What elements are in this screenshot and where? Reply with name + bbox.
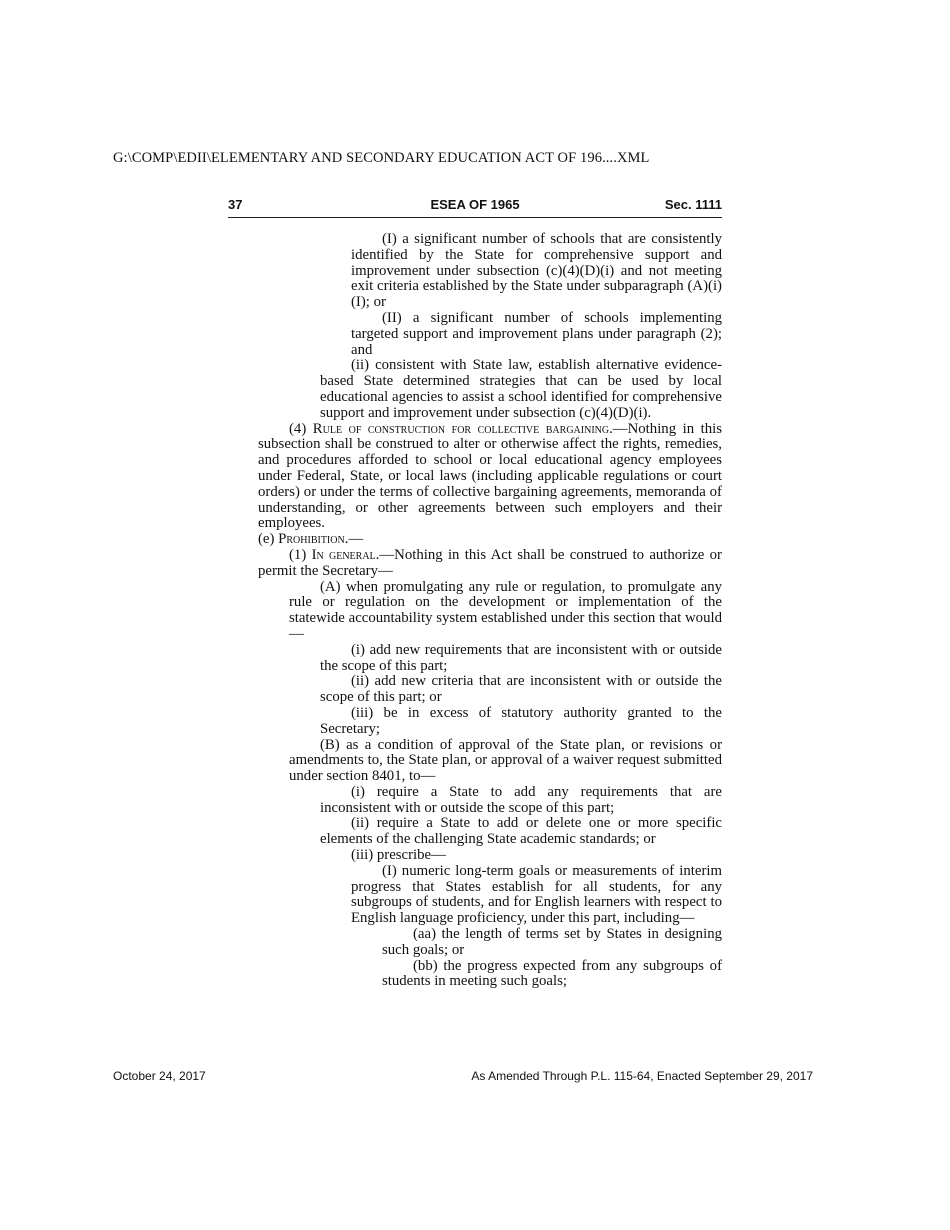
clause-iii-c: (iii) prescribe— [351, 847, 446, 864]
clause-ii-c: (ii) require a State to add or delete one or more specific elements of the challenging State academic standards; or [320, 815, 722, 848]
item-bb: (bb) the progress expected from any subgroups of students in meeting such goals; [382, 957, 722, 990]
paragraph-4 [258, 422, 722, 533]
clause-iii-b: (iii) be in excess of statutory authority granted to the Secretary; [320, 704, 722, 737]
clause-ii-a: (ii) consistent with State law, establish alternative evidence-based State determined strategies that can be used by local educational agencies to assist a school identified for comprehensive support and improvement under subsection (c)(4)(D)(i). [320, 357, 722, 421]
subparagraph-B: (B) as a condition of approval of the State plan, or revisions or amendments to, the State plan, or approval of a waiver request submitted under section 8401, to— [289, 736, 722, 785]
footer-amended-note: As Amended Through P.L. 115-64, Enacted September 29, 2017 [471, 1069, 813, 1083]
paragraph-4-dash: — [612, 420, 628, 437]
section-label: Sec. 1111 [664, 197, 722, 212]
paragraph-4-body: Nothing in this subsection shall be construed to alter or otherwise affect the rights, remedies, and procedures afforded to school or local educational agency employees under Federal, State, or local laws (including applicable regulations or court orders) or under the terms of collective bargaining agreements, memoranda of understanding, or other agreements between such employers and their employees. [258, 420, 723, 532]
item-aa: (aa) the length of terms set by States in designing such goals; or [382, 926, 722, 958]
subsection-e-dash: — [348, 531, 364, 548]
paragraph-1-dash: — [379, 546, 395, 563]
paragraph-4-label: (4) [289, 420, 307, 437]
running-header [228, 197, 722, 218]
subsection-e [258, 532, 722, 548]
paragraph-1-heading: In general. [311, 546, 380, 563]
paragraph-1 [258, 548, 722, 580]
subsection-e-label: (e) [258, 531, 275, 548]
page-number: 37 [228, 197, 243, 212]
file-path: G:\COMP\EDII\ELEMENTARY AND SECONDARY EDUCATION ACT OF 196....XML [113, 150, 650, 166]
statute-text [258, 232, 722, 990]
clause-I-a: (I) a significant number of schools that are consistently identified by the State for comprehensive support and improvement under subsection (c)(4)(D)(i) and not meeting exit criteria established by the State under subparagraph (A)(i)(I); or [351, 231, 722, 311]
paragraph-1-body: Nothing in this Act shall be construed to authorize or permit the Secretary— [258, 546, 722, 579]
clause-ii-b: (ii) add new criteria that are inconsistent with or outside the scope of this part; or [320, 673, 722, 706]
subsection-e-heading: Prohibition. [278, 531, 349, 548]
clause-i-c: (i) require a State to add any requirements that are inconsistent with or outside the scope of this part; [320, 783, 722, 816]
paragraph-1-label: (1) [289, 546, 307, 563]
footer-date: October 24, 2017 [113, 1069, 206, 1083]
clause-i-b: (i) add new requirements that are inconsistent with or outside the scope of this part; [320, 641, 722, 674]
paragraph-4-heading: Rule of construction for collective bargaining. [312, 420, 613, 437]
page-title: ESEA OF 1965 [430, 197, 520, 212]
subparagraph-A: (A) when promulgating any rule or regulation, to promulgate any rule or regulation on the development or implementation of the statewide accountability system established under this section that would— [289, 578, 722, 642]
subclause-I-b: (I) numeric long-term goals or measurements of interim progress that States establish for all students, for any subgroups of students, and for English learners with respect to English language proficiency, under this part, including— [351, 862, 722, 927]
clause-II-a: (II) a significant number of schools implementing targeted support and improvement plans under paragraph (2); and [351, 309, 722, 358]
